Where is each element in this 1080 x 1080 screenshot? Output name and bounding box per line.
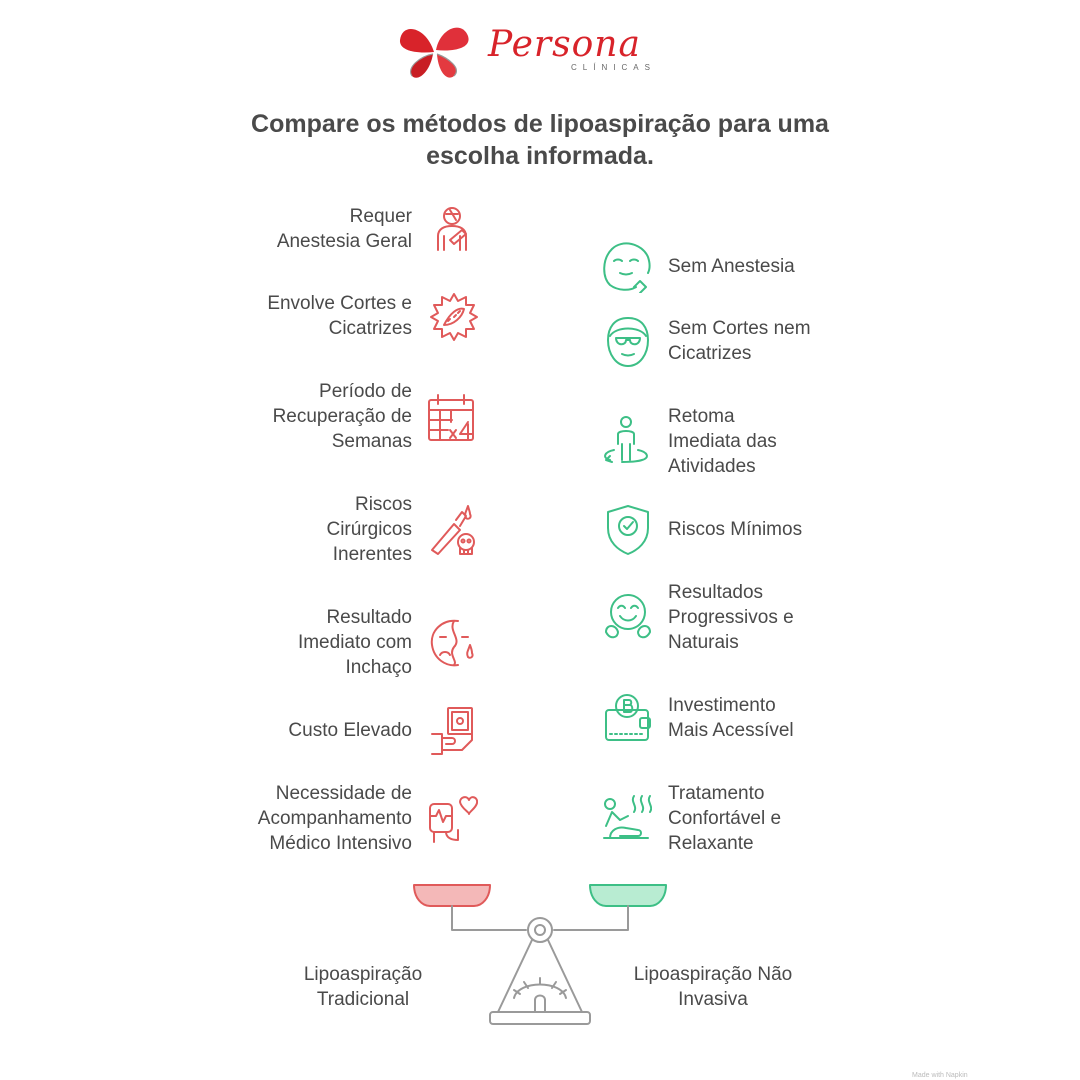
butterfly-icon	[396, 18, 476, 84]
non-invasive-item: Tratamento Confortável e Relaxante	[668, 783, 782, 854]
traditional-pan	[414, 885, 490, 906]
traditional-item: Envolve Cortes e Cicatrizes	[267, 293, 412, 339]
brand-name: Persona	[488, 24, 641, 65]
traditional-item: Período de Recuperação de Semanas	[272, 381, 412, 452]
brand-subtitle: CLÍNICAS	[571, 63, 656, 72]
anesthesia-patient-icon	[428, 204, 480, 256]
non-invasive-item: Resultados Progressivos e Naturais	[668, 582, 794, 653]
non-invasive-item: Retoma Imediata das Atividades	[668, 406, 777, 477]
traditional-item: Resultado Imediato com Inchaço	[297, 607, 412, 678]
shield-check-icon	[602, 504, 654, 556]
spa-massage-icon	[600, 794, 652, 846]
money-hand-icon	[428, 704, 480, 756]
non-invasive-item: Investimento Mais Acessível	[668, 695, 794, 741]
crying-face-icon	[428, 617, 480, 669]
calendar-x4-icon	[426, 392, 478, 444]
traditional-item: Riscos Cirúrgicos Inerentes	[326, 494, 412, 565]
non-invasive-item: Sem Cortes nem Cicatrizes	[668, 318, 811, 364]
scalpel-skull-icon	[426, 504, 478, 556]
happy-face-icon	[602, 592, 654, 644]
non-invasive-item: Sem Anestesia	[668, 256, 795, 277]
traditional-label: Lipoaspiração Tradicional	[303, 964, 423, 1010]
page-title: Compare os métodos de lipoaspiração para uma escolha informada.	[251, 110, 829, 170]
cut-wound-icon	[428, 291, 480, 343]
smooth-face-icon	[602, 316, 654, 368]
traditional-item: Necessidade de Acompanhamento Médico Intensivo	[257, 783, 412, 854]
relaxed-face-icon	[600, 241, 652, 293]
iv-heart-icon	[426, 792, 478, 844]
non-invasive-item: Riscos Mínimos	[668, 519, 803, 540]
scale-beam	[452, 906, 628, 1024]
non-invasive-label: Lipoaspiração Não Invasiva	[633, 964, 793, 1010]
wallet-coin-icon	[602, 692, 654, 744]
traditional-item: Requer Anestesia Geral	[276, 206, 412, 252]
watermark: Made with Napkin	[912, 1072, 968, 1079]
person-rotate-icon	[600, 416, 652, 468]
brand-logo	[396, 18, 686, 84]
traditional-item: Custo Elevado	[288, 720, 412, 741]
non-invasive-pan	[590, 885, 666, 906]
